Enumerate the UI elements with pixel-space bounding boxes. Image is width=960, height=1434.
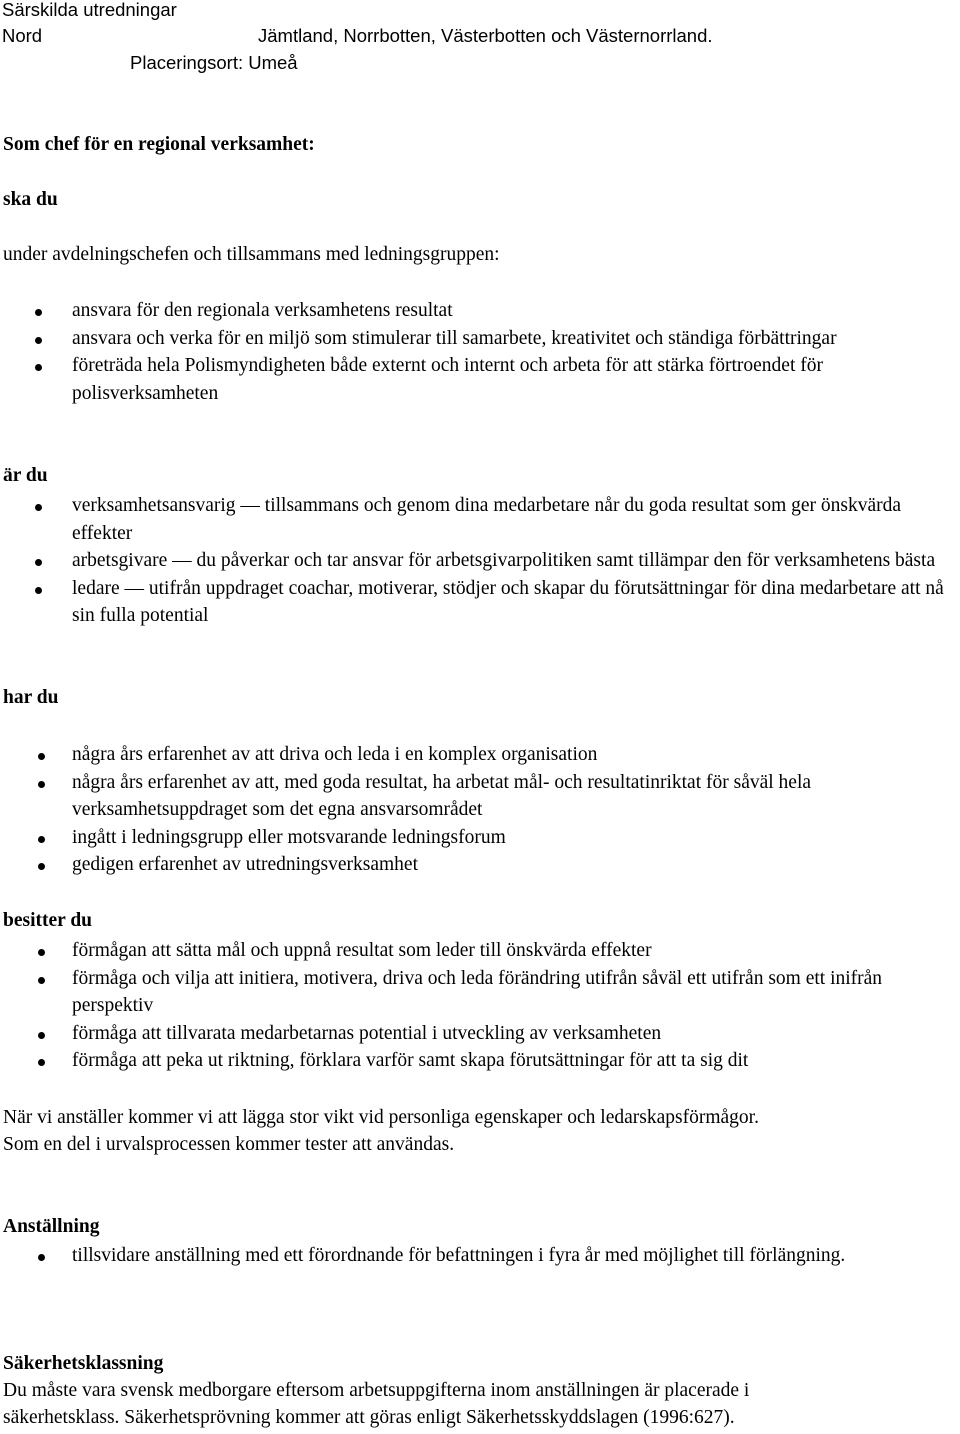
list-item: förmåga att tillvarata medarbetarnas potential i utveckling av verksamheten <box>0 1020 960 1048</box>
role-heading: Som chef för en regional verksamhet: <box>3 134 315 155</box>
bullet-icon <box>35 559 42 566</box>
besitter-du-list <box>0 937 960 1075</box>
bullet-icon <box>38 753 45 760</box>
bullet-icon <box>38 781 45 788</box>
security-line-1: Du måste vara svensk medborgare eftersom arbetsuppgifterna inom anställningen är placerade i <box>3 1380 750 1401</box>
category-title: Särskilda utredningar <box>2 0 177 20</box>
list-item: förmåga och vilja att initiera, motivera, driva och leda förändring utifrån såväl ett utifrån som ett inifrån perspektiv <box>0 965 960 1020</box>
list-item: arbetsgivare — du påverkar och tar ansvar för arbetsgivarpolitiken samt tillämpar den för verksamhetens bästa <box>0 547 960 575</box>
list-item: ansvara och verka för en miljö som stimulerar till samarbete, kreativitet och ständiga förbättringar <box>0 325 960 353</box>
ar-du-list <box>0 492 960 630</box>
security-line-2: säkerhetsklass. Säkerhetsprövning kommer att göras enligt Säkerhetsskyddslagen (1996:627). <box>3 1407 735 1428</box>
bullet-icon <box>38 949 45 956</box>
ar-du-heading: är du <box>3 465 48 486</box>
recruitment-line-1: När vi anställer kommer vi att lägga stor vikt vid personliga egenskaper och ledarskapsförmågor. <box>3 1107 759 1128</box>
bullet-icon <box>38 836 45 843</box>
list-item: ansvara för den regionala verksamhetens resultat <box>0 297 960 325</box>
bullet-icon <box>38 1059 45 1066</box>
list-item: förmågan att sätta mål och uppnå resultat som leder till önskvärda effekter <box>0 937 960 965</box>
har-du-list <box>0 741 960 879</box>
placement-location: Placeringsort: Umeå <box>130 52 298 73</box>
bullet-icon <box>38 863 45 870</box>
list-item: gedigen erfarenhet av utredningsverksamhet <box>0 851 960 879</box>
list-item: några års erfarenhet av att, med goda resultat, ha arbetat mål- och resultatinriktat för såväl hela verksamhetsuppdraget som det egna ansvarsområdet <box>0 769 960 824</box>
bullet-icon <box>35 364 42 371</box>
besitter-du-heading: besitter du <box>3 910 93 931</box>
list-item: företräda hela Polismyndigheten både externt och internt och arbeta för att stärka förtroendet för polisverksamheten <box>0 352 960 407</box>
responsibilities-list <box>0 297 960 407</box>
list-item: ledare — utifrån uppdraget coachar, motiverar, stödjer och skapar du förutsättningar för dina medarbetare att nå sin fulla potential <box>0 575 960 630</box>
list-item: några års erfarenhet av att driva och leda i en komplex organisation <box>0 741 960 769</box>
bullet-icon <box>35 337 42 344</box>
har-du-heading: har du <box>3 687 59 708</box>
bullet-icon <box>35 504 42 511</box>
region-counties: Jämtland, Norrbotten, Västerbotten och Västernorrland. <box>258 25 713 46</box>
region-label: Nord <box>2 25 43 46</box>
list-item: verksamhetsansvarig — tillsammans och genom dina medarbetare når du goda resultat som ger önskvärda effekter <box>0 492 960 547</box>
security-heading: Säkerhetsklassning <box>3 1353 164 1374</box>
list-item: ingått i ledningsgrupp eller motsvarande ledningsforum <box>0 824 960 852</box>
bullet-icon <box>38 1254 45 1261</box>
ska-du-heading: ska du <box>3 189 58 210</box>
bullet-icon <box>38 1032 45 1039</box>
bullet-icon <box>35 587 42 594</box>
recruitment-line-2: Som en del i urvalsprocessen kommer tester att användas. <box>3 1134 455 1155</box>
list-item: tillsvidare anställning med ett förordnande för befattningen i fyra år med möjlighet till förlängning. <box>0 1242 960 1270</box>
list-item: förmåga att peka ut riktning, förklara varför samt skapa förutsättningar för att ta sig dit <box>0 1047 960 1075</box>
bullet-icon <box>35 309 42 316</box>
employment-list <box>0 1242 960 1270</box>
employment-heading: Anställning <box>3 1216 100 1237</box>
under-line: under avdelningschefen och tillsammans med ledningsgruppen: <box>3 244 500 265</box>
bullet-icon <box>38 977 45 984</box>
